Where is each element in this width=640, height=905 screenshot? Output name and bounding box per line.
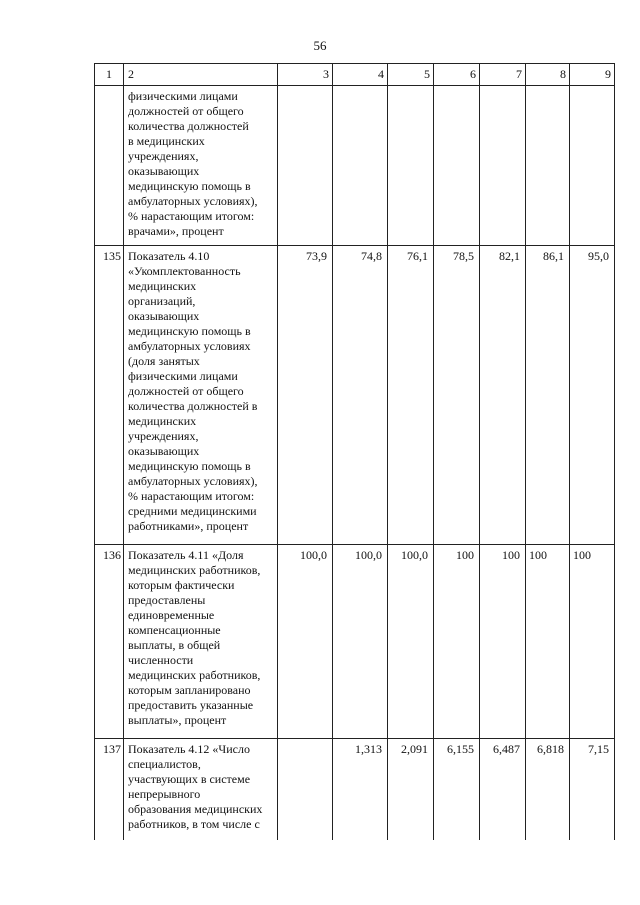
value-cell: 1,313 xyxy=(333,739,388,841)
description-line: медицинскую помощь в xyxy=(128,179,251,193)
table-row xyxy=(95,246,615,545)
description-line: предоставлены xyxy=(128,593,206,607)
description-line: Показатель 4.11 «Доля xyxy=(128,548,244,562)
description-line: образования медицинских xyxy=(128,802,263,816)
page-number: 56 xyxy=(313,38,327,53)
table-row xyxy=(95,545,615,739)
description-line: % нарастающим итогом: xyxy=(128,209,255,223)
description-line: организаций, xyxy=(128,294,196,308)
column-header: 9 xyxy=(570,64,615,86)
value-cell xyxy=(526,86,570,246)
column-header: 4 xyxy=(333,64,388,86)
description-line: компенсационные xyxy=(128,623,221,637)
value-cell: 6,487 xyxy=(480,739,526,841)
description-line: выплаты», процент xyxy=(128,713,227,727)
value-cell xyxy=(434,86,480,246)
value-cell: 100 xyxy=(480,545,526,739)
value-cell: 78,5 xyxy=(434,246,480,545)
value-cell: 100,0 xyxy=(388,545,434,739)
description-line: учреждениях, xyxy=(128,149,199,163)
indicator-table xyxy=(94,63,615,840)
description-line: непрерывного xyxy=(128,787,201,801)
value-cell: 86,1 xyxy=(526,246,570,545)
description-line: Показатель 4.12 «Число xyxy=(128,742,250,756)
description-line: единовременные xyxy=(128,608,215,622)
description-line: специалистов, xyxy=(128,757,201,771)
value-cell xyxy=(333,86,388,246)
value-cell: 100 xyxy=(434,545,480,739)
description-line: % нарастающим итогом: xyxy=(128,489,255,503)
description-line: физическими лицами xyxy=(128,369,238,383)
table-row xyxy=(95,739,615,841)
value-cell: 73,9 xyxy=(278,246,333,545)
value-cell: 95,0 xyxy=(570,246,615,545)
indicator-description xyxy=(124,86,278,246)
value-cell xyxy=(278,739,333,841)
indicator-description xyxy=(124,246,278,545)
table-header-row xyxy=(95,64,615,86)
description-line: Показатель 4.10 xyxy=(128,249,210,263)
value-cell: 100,0 xyxy=(278,545,333,739)
row-number xyxy=(95,86,124,246)
table-row xyxy=(95,86,615,246)
description-line: медицинских работников, xyxy=(128,668,261,682)
column-header: 2 xyxy=(124,64,278,86)
value-cell: 6,818 xyxy=(526,739,570,841)
value-cell: 7,15 xyxy=(570,739,615,841)
description-line: работников, в том числе с xyxy=(128,817,260,831)
description-line: медицинских xyxy=(128,414,197,428)
description-line: «Укомплектованность xyxy=(128,264,241,278)
description-line: амбулаторных условиях), xyxy=(128,474,258,488)
value-cell: 6,155 xyxy=(434,739,480,841)
description-line: должностей от общего xyxy=(128,104,244,118)
description-line: работниками», процент xyxy=(128,519,249,533)
description-line: которым запланировано xyxy=(128,683,251,697)
description-line: учреждениях, xyxy=(128,429,199,443)
description-line: должностей от общего xyxy=(128,384,244,398)
description-line: средними медицинскими xyxy=(128,504,257,518)
description-line: оказывающих xyxy=(128,444,200,458)
description-line: амбулаторных условиях), xyxy=(128,194,258,208)
column-header: 1 xyxy=(95,64,124,86)
description-line: врачами», процент xyxy=(128,224,224,238)
description-line: оказывающих xyxy=(128,309,200,323)
value-cell: 100 xyxy=(570,545,615,739)
row-number: 135 xyxy=(95,246,124,545)
description-line: медицинскую помощь в xyxy=(128,324,251,338)
row-number: 137 xyxy=(95,739,124,841)
description-line: медицинских xyxy=(128,279,197,293)
value-cell: 2,091 xyxy=(388,739,434,841)
value-cell xyxy=(388,86,434,246)
value-cell xyxy=(278,86,333,246)
description-line: оказывающих xyxy=(128,164,200,178)
description-line: амбулаторных условиях xyxy=(128,339,251,353)
value-cell: 100 xyxy=(526,545,570,739)
column-header: 7 xyxy=(480,64,526,86)
value-cell xyxy=(480,86,526,246)
value-cell: 82,1 xyxy=(480,246,526,545)
column-header: 3 xyxy=(278,64,333,86)
description-line: предоставить указанные xyxy=(128,698,254,712)
description-line: численности xyxy=(128,653,194,667)
value-cell: 76,1 xyxy=(388,246,434,545)
value-cell: 74,8 xyxy=(333,246,388,545)
description-line: физическими лицами xyxy=(128,89,238,103)
value-cell xyxy=(570,86,615,246)
column-header: 5 xyxy=(388,64,434,86)
description-line: медицинскую помощь в xyxy=(128,459,251,473)
description-line: в медицинских xyxy=(128,134,205,148)
description-line: которым фактически xyxy=(128,578,235,592)
description-line: медицинских работников, xyxy=(128,563,261,577)
column-header: 8 xyxy=(526,64,570,86)
value-cell: 100,0 xyxy=(333,545,388,739)
row-number: 136 xyxy=(95,545,124,739)
description-line: выплаты, в общей xyxy=(128,638,221,652)
description-line: количества должностей xyxy=(128,119,249,133)
indicator-description xyxy=(124,545,278,739)
description-line: участвующих в системе xyxy=(128,772,251,786)
column-header: 6 xyxy=(434,64,480,86)
description-line: (доля занятых xyxy=(128,354,200,368)
indicator-description xyxy=(124,739,278,841)
description-line: количества должностей в xyxy=(128,399,258,413)
